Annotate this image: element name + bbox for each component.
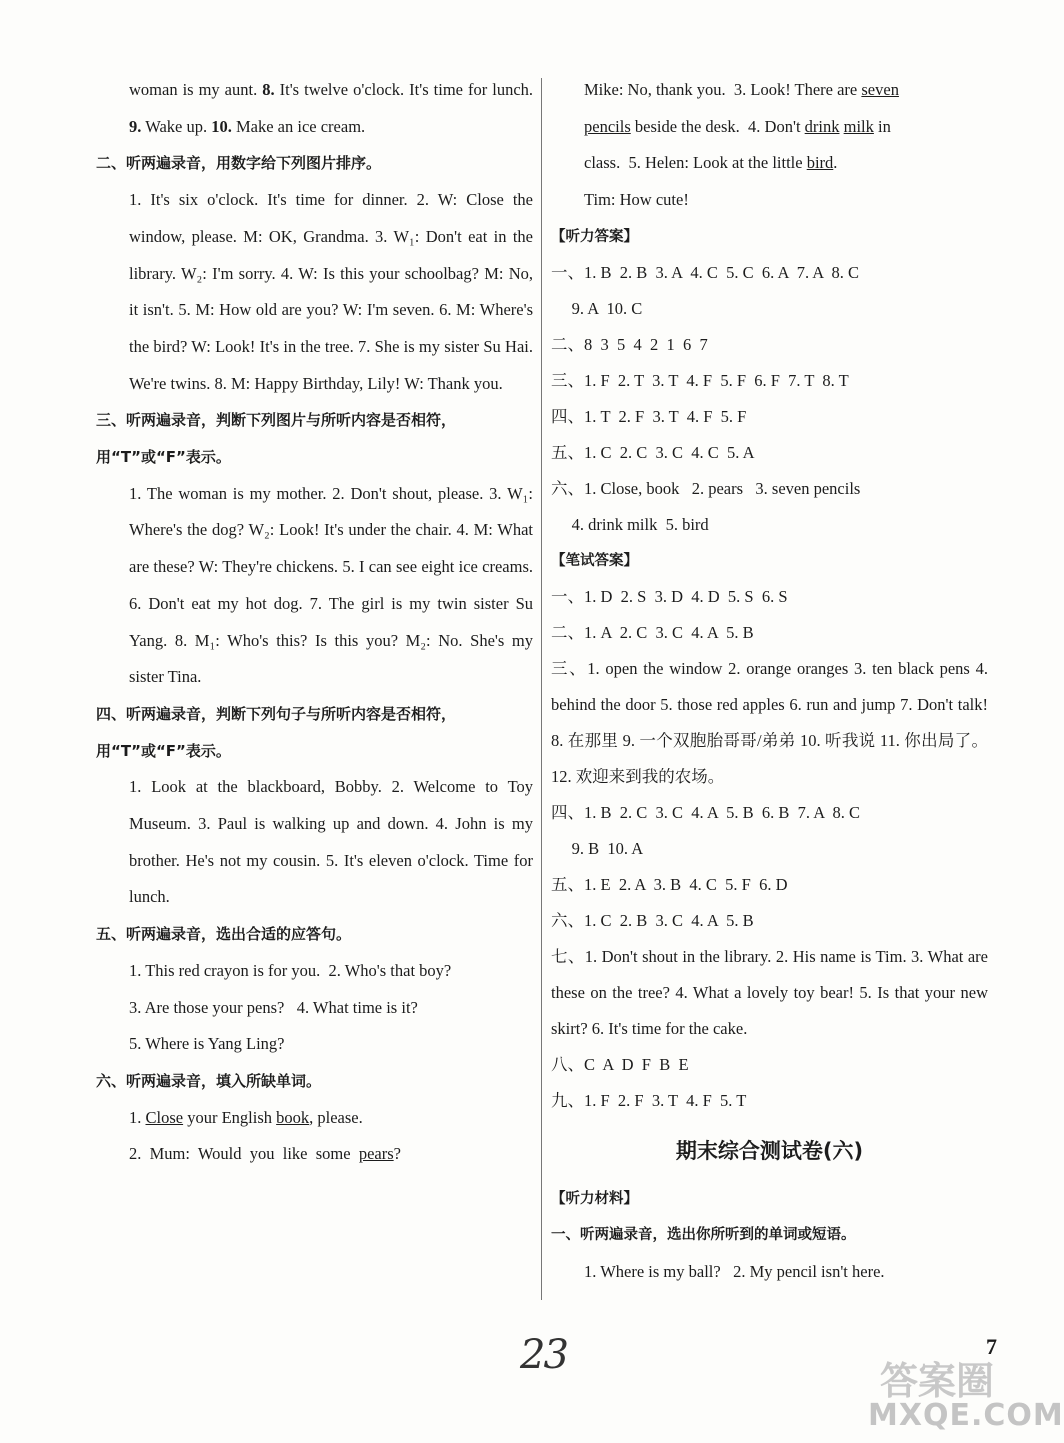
answer-row: 五、1. E 2. A 3. B 4. C 5. F 6. D [551, 874, 788, 894]
answer-row: 一、1. D 2. S 3. D 4. D 5. S 6. S [551, 586, 788, 606]
underlined-word: pears [358, 1144, 394, 1164]
underlined-word: seven [861, 80, 899, 99]
column-divider [541, 78, 542, 1300]
answer-paragraph: 三、1. open the window 2. orange oranges 3. ten black pens 4. behind the door 5. those red apples 6. run and jump 7. Don't talk! 8. 在那里 9. 一个双胞胎哥哥/弟弟 10. 听我说 11. 你出局了。 12. 欢迎来到我的农场。 [551, 658, 988, 786]
text-part: . [833, 153, 838, 173]
section-heading-3: 三、听两遍录音，判断下列图片与所听内容是否相符，用“T”或“F”表示。 [96, 411, 457, 467]
text-line: woman is my aunt. [129, 80, 258, 99]
text-part: beside the desk. 4. Don't [630, 116, 805, 136]
text-part: 2. Mum: Would you like some [129, 1144, 359, 1164]
text-part: ? [393, 1144, 401, 1164]
text-line: Make an ice cream. [235, 116, 366, 136]
answer-row: 9. A 10. C [551, 298, 643, 318]
watermark-url: MXQE.COM [868, 1398, 1064, 1433]
underlined-word: book [276, 1107, 310, 1127]
listening-material-heading: 【听力材料】 [551, 1190, 638, 1207]
page-number: 7 [986, 1334, 997, 1359]
underlined-word: pencils [584, 116, 631, 136]
answer-row: 八、C A D F B E [551, 1054, 689, 1074]
left-column [96, 72, 533, 1173]
section-heading-5: 五、听两遍录音，选出合适的应答句。 [96, 925, 352, 944]
text-part: Mike: No, thank you. 3. Look! There are [584, 80, 862, 99]
continued-dialogue [551, 72, 988, 219]
section-text-2: 1. It's six o'clock. It's time for dinner. 2. W: Close the window, please. M: OK, Grandma. 3. W₁: Don't eat in the library. W₂: I'm sorry. 4. W: Is this your schoolbag? M: No, it isn't. 5. M: How old are you? W: I'm seven. 6. M: Where's the bird? W: Look! It's in the tree. 7. She is my sister Su Hai. We're twins. 8. M: Happy Birthday, Lily! W: Thank you. [129, 190, 533, 393]
answer-row: 五、1. C 2. C 3. C 4. C 5. A [551, 442, 755, 462]
answer-row: 4. drink milk 5. bird [551, 514, 709, 534]
answer-row: 九、1. F 2. F 3. T 4. F 5. T [551, 1090, 747, 1110]
section-line: 3. Are those your pens? 4. What time is it? [129, 997, 418, 1017]
section-text-4: 1. Look at the blackboard, Bobby. 2. Welcome to Toy Museum. 3. Paul is walking up and down. 4. John is my brother. He's not my cousin. 5. It's eleven o'clock. Time for lunch. [129, 777, 533, 907]
text-part: in [873, 116, 891, 136]
dialogue-line: Tim: How cute! [584, 190, 689, 210]
test-title: 期末综合测试卷(六) [675, 1138, 864, 1163]
dialogue-line [584, 72, 988, 109]
listening-answers-heading: 【听力答案】 [551, 228, 638, 245]
text-line: Wake up. [145, 116, 208, 136]
answer-row: 四、1. T 2. F 3. T 4. F 5. F [551, 406, 747, 426]
underlined-word: drink [804, 116, 840, 136]
handwritten-page-mark: 23 [520, 1332, 567, 1378]
answer-row: 9. B 10. A [551, 838, 644, 858]
answer-paragraph: 七、1. Don't shout in the library. 2. His name is Tim. 3. What are these on the tree? 4. What a lovely toy bear! 5. Is that your new skirt? 6. It's time for the cake. [551, 946, 988, 1038]
listening-answers [551, 255, 988, 543]
answer-row: 六、1. C 2. B 3. C 4. A 5. B [551, 910, 754, 930]
answer-row: 六、1. Close, book 2. pears 3. seven pencils [551, 478, 861, 498]
right-column [551, 72, 988, 1290]
section-heading-2: 二、听两遍录音，用数字给下列图片排序。 [96, 154, 382, 173]
watermark-logo: 答案圈 [880, 1359, 995, 1403]
section-line: 5. Where is Yang Ling? [129, 1034, 285, 1054]
answer-row: 一、1. B 2. B 3. A 4. C 5. C 6. A 7. A 8. C [551, 262, 860, 282]
written-answers [551, 579, 988, 1119]
fill-line-2 [96, 1136, 533, 1173]
text-part: class. 5. Helen: Look at the little [584, 153, 807, 173]
underlined-word: Close [145, 1107, 184, 1127]
answer-row: 二、8 3 5 4 2 1 6 7 [551, 334, 708, 354]
dialogue-line [584, 145, 988, 182]
fill-line-1 [96, 1100, 533, 1137]
answer-row: 二、1. A 2. C 3. C 4. A 5. B [551, 622, 754, 642]
text-part: , please. [309, 1107, 363, 1127]
answer-row: 三、1. F 2. T 3. T 4. F 5. F 6. F 7. T 8. T [551, 370, 849, 390]
new-section-heading: 一、听两遍录音，选出你所听到的单词或短语。 [551, 1226, 856, 1243]
section-heading-4: 四、听两遍录音，判断下列句子与所听内容是否相符，用“T”或“F”表示。 [96, 704, 457, 760]
section-text-3: 1. The woman is my mother. 2. Don't shout, please. 3. W₁: Where's the dog? W₂: Look! It's under the chair. 4. M: What are these? W: They're chickens. 5. I can see eight ice creams. 6. Don't eat my hot dog. 7. The girl is my twin sister Su Yang. 8. M₁: Who's this? Is this you? M₂: No. She's my sister Tina. [129, 483, 533, 687]
answer-row: 四、1. B 2. C 3. C 4. A 5. B 6. B 7. A 8. C [551, 802, 860, 822]
text-part: your English [183, 1107, 277, 1127]
section-heading-6: 六、听两遍录音，填入所缺单词。 [96, 1071, 322, 1090]
text-part: 1. [129, 1107, 146, 1127]
section-line: 1. This red crayon is for you. 2. Who's that boy? [129, 960, 452, 980]
continued-text: woman is my aunt. 8. It's twelve o'clock. It's time for lunch. 9. Wake up. 10. Make an ice cream. [129, 80, 534, 136]
written-answers-heading: 【笔试答案】 [551, 552, 638, 569]
new-section-line: 1. Where is my ball? 2. My pencil isn't here. [584, 1261, 885, 1281]
text-line: It's twelve o'clock. It's time for lunch. [279, 80, 534, 99]
dialogue-line [584, 109, 988, 146]
underlined-word: bird [806, 153, 834, 173]
underlined-word: milk [843, 116, 874, 136]
